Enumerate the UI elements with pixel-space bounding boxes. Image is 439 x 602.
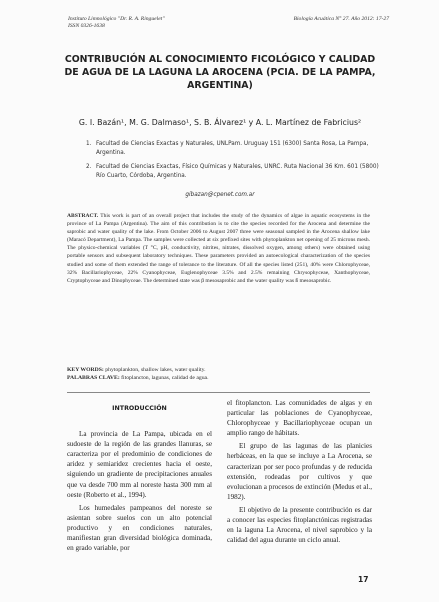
abstract-text: This work is part of an overall project that includes the study of the dynamics of algae in aquatic ecosystems in the province of La Pampa (Argentina). The aim of this contribution is to cite the species recorded for the Arocena and determine the saprobic and water quality of the lake. From October 2006 to August 2007 three were seasonal sampled in the Arocena shallow lake (Maracó Department), La Pampa. The samples were collected at six prefixed sites with phytoplankton net opening of 25 microns mesh. The physico-chemical variables (T °C, pH, conductivity, nitrites, nitrates, dissolved oxygen, among others) were obtained using portable sensors and subsequent laboratory techniques. These parameters provided an autoecological characterization of the species studied and some of them extended the range of tolerance to the literature. Of all the species listed (251), 40% were Chlorophyceae, 32% Bacillariophyceae, 22% Cyanophyceae, Euglenophyceae 3.5% and 2.5% remaining Chrysophyceae, Xanthophyceae, Cryptophyceae and Dinophyceae. The determined state was β mesosaprobic and the water quality was ß mesosaprobic. [67,213,370,284]
affiliation-text: Facultad de Ciencias Exactas y Naturales, UNLPam. Uruguay 151 (6300) Santa Rosa, La Pampa, Argentina. [96,141,369,157]
paragraph: El objetivo de la presente contribución es dar a conocer las especies fitoplanctónicas registradas en la laguna La Arocena, el nivel saprobico y la calidad del agua durante un ciclo anual. [227,505,372,545]
section-divider [67,392,370,393]
paragraph: El grupo de las lagunas de las planicies herbáceas, en la que se incluye a La Arocena, se caracterizan por ser poco profundas y de reducida extensión, rodeadas por cultivos y que evolucionan a procesos de extinción (Medus et al., 1982). [227,442,372,501]
journal-citation: Biología Acuática N° 27. Año 2012: 17-27 [293,16,389,22]
paragraph: Los humedales pampeanos del noreste se asientan sobre suelos con un alto potencial productivo y en condiciones naturales, manifiestan gran diversidad biológica dominada, en grado variable, por [67,503,212,553]
paragraph: el fitoplancton. Las comunidades de algas y en particular las poblaciones de Cyanophyceae, Chlorophyceae y Bacillariophyceae ocupan un amplio rango de hábitats. [227,399,372,438]
journal-institute: Instituto Limnológico "Dr. R. A. Ringuelet" [68,16,165,22]
affiliation-text: Facultad de Ciencias Exactas, Físico Químicas y Naturales, UNRC. Ruta Nacional 36 Km. 601 (5800) Río Cuarto, Córdoba, Argentina. [96,164,379,180]
affiliation-number: 1. [86,141,92,147]
keywords-en-text: phytoplankton, shallow lakes, water quality. [103,367,206,373]
keywords-es-text: fitoplancton, lagunas, calidad de agua. [119,375,209,381]
keywords-en-label: KEY WORDS: [67,367,104,373]
abstract [67,212,370,285]
paragraph: La provincia de La Pampa, ubicada en el sudoeste de la región de las grandes llanuras, se caracteriza por el predominio de condiciones de aridez y semiaridez crecientes hacia el oeste, siguiendo un gradiente de precipitaciones anuales que va desde 700 mm al noreste hasta 300 mm al oeste (Roberto et al., 1994). [67,430,212,499]
header-left [68,16,165,30]
keywords-es-label: PALABRAS CLAVE: [67,375,120,381]
page-number: 17 [358,575,369,584]
paper-title: CONTRIBUCIÓN AL CONOCIMIENTO FICOLÓGICO Y CALIDAD DE AGUA DE LA LAGUNA LA AROCENA (PCIA. DE LA PAMPA, ARGENTINA) [64,54,376,92]
affiliation-2 [86,163,386,181]
contact-email: gibazan@cpenet.com.ar [185,192,255,198]
journal-issn: ISSN 0326-1638 [68,23,105,29]
affiliation-number: 2. [86,164,92,170]
left-column [67,398,212,556]
introduction-heading: INTRODUCCIÓN [112,405,167,412]
abstract-label: ABSTRACT. [67,213,99,219]
keywords-es [67,375,370,381]
right-column [227,398,372,548]
keywords-en [67,367,370,373]
affiliation-1 [86,140,376,158]
author-list: G. I. Bazán¹, M. G. Dalmaso¹, S. B. Álvarez¹ y A. L. Martínez de Fabricius² [78,118,362,127]
